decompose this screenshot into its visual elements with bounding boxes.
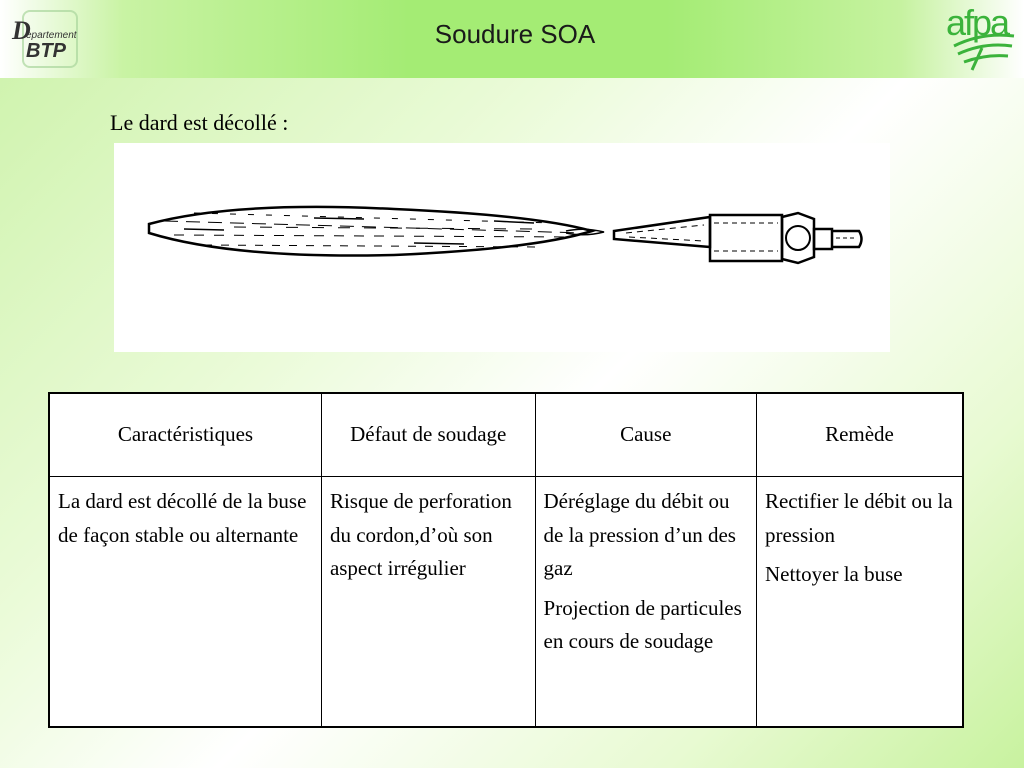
logo-letter: D [12,16,31,45]
header-remede: Remède [756,393,963,477]
afpa-logo-text: afpa [946,2,1009,43]
header-defaut: Défaut de soudage [321,393,535,477]
slide-header [0,0,1024,78]
figure-caption: Le dard est décollé : [110,110,289,135]
cell-text: Rectifier le débit ou la pression [764,489,953,547]
cell-remede [756,477,963,728]
header-cause: Cause [535,393,756,477]
cell-text: Nettoyer la buse [764,562,903,587]
cell-defaut [321,477,535,728]
afpa-swoosh-icon [942,2,1022,74]
defect-table [48,392,964,728]
cell-text: La dard est décollé de la buse de façon stable ou alternante [58,489,307,547]
cell-text: Projection de particules en cours de soudage [543,595,742,654]
logo-btp-text: BTP [26,40,66,62]
afpa-logo [942,2,1022,74]
cell-caracteristiques [49,477,321,728]
cell-text: Risque de perforation du cordon,d’où son aspect irrégulier [329,489,512,581]
slide-title: Soudure SOA [434,19,596,49]
header-caracteristiques: Caractéristiques [49,393,321,477]
table-row [49,477,963,728]
table-header-row [49,393,963,477]
logo-departement-text: epartement [26,30,77,41]
cell-cause [535,477,756,728]
torch-flame-illustration [114,143,890,352]
cell-text: Déréglage du débit ou de la pression d’un des gaz [543,489,736,581]
